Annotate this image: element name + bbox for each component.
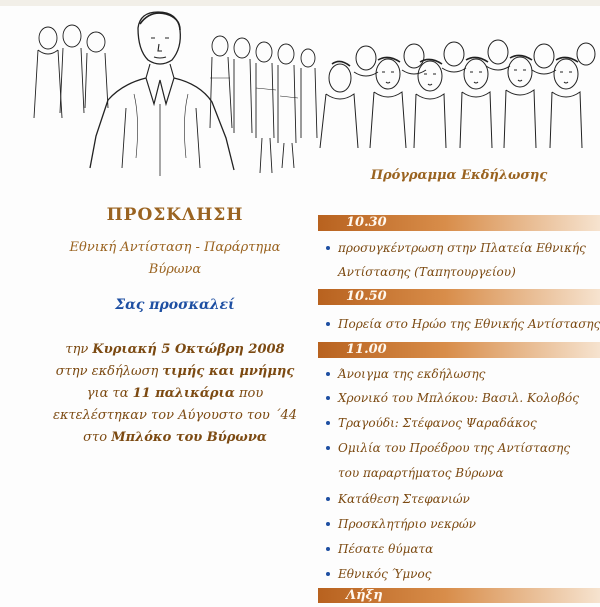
program-item-text: Άνοιγμα της εκδήλωσης bbox=[338, 367, 486, 381]
program-item bbox=[322, 487, 470, 511]
program-item bbox=[322, 537, 433, 561]
event-purpose: τιμής και μνήμης bbox=[162, 364, 295, 379]
program-item-text: Κατάθεση Στεφανιών bbox=[338, 492, 470, 506]
program-item-text: Εθνικός Ύμνος bbox=[338, 567, 432, 581]
program-item-text: Προσκλητήριο νεκρών bbox=[338, 517, 476, 531]
crowd-illustration-right bbox=[318, 8, 596, 148]
end-label: Λήξη bbox=[346, 588, 383, 603]
invitation-line: εκτελέστηκαν τον Αύγουστο του ΄44 bbox=[52, 408, 298, 423]
program-item bbox=[322, 411, 537, 435]
bullet-icon bbox=[326, 396, 330, 400]
bullet-icon bbox=[326, 421, 330, 425]
invitation-line bbox=[40, 361, 310, 383]
time-label: 10.50 bbox=[346, 289, 387, 304]
organization-line: Βύρωνα bbox=[148, 262, 202, 277]
program-item-text: προσυγκέντρωση στην Πλατεία Εθνικής bbox=[338, 241, 586, 255]
text-run: στο bbox=[83, 430, 112, 445]
invitation-text bbox=[40, 339, 310, 449]
bullet-icon bbox=[326, 572, 330, 576]
program-title: Πρόγραμμα Εκδήλωσης bbox=[370, 168, 548, 183]
bullet-icon bbox=[326, 322, 330, 326]
invitation-line bbox=[40, 427, 310, 449]
text-run: στην εκδήλωση bbox=[55, 364, 163, 379]
time-bar bbox=[318, 215, 600, 231]
program-item bbox=[322, 236, 586, 260]
bullet-icon bbox=[326, 246, 330, 250]
bullet-icon bbox=[326, 497, 330, 501]
program-item-text: Τραγούδι: Στέφανος Ψαραδάκος bbox=[338, 416, 537, 430]
crowd-illustration-left bbox=[30, 8, 320, 178]
text-run: που bbox=[234, 386, 264, 401]
invitation-line bbox=[40, 339, 310, 361]
program-item-text: Ομιλία του Προέδρου της Αντίστασης bbox=[338, 441, 571, 455]
time-label: 11.00 bbox=[346, 342, 387, 357]
invitation-panel bbox=[40, 205, 310, 449]
bullet-icon bbox=[326, 522, 330, 526]
time-label: 10.30 bbox=[346, 215, 387, 230]
program-item bbox=[322, 386, 579, 410]
text-run: την bbox=[65, 342, 93, 357]
program-item-text: Πέσατε θύματα bbox=[338, 542, 434, 556]
time-bar bbox=[318, 342, 600, 358]
invites-heading: Σας προσκαλεί bbox=[115, 297, 235, 313]
organization-name bbox=[40, 237, 310, 281]
program-item-continuation: Αντίστασης (Ταπητουργείου) bbox=[338, 265, 516, 279]
program-item-text: Πορεία στο Ηρώο της Εθνικής Αντίστασης bbox=[338, 317, 600, 331]
organization-line: Εθνική Αντίσταση - Παράρτημα bbox=[69, 240, 281, 255]
bullet-icon bbox=[326, 372, 330, 376]
event-date: Κυριακή 5 Οκτώβρη 2008 bbox=[92, 342, 285, 357]
event-location: Μπλόκο του Βύρωνα bbox=[111, 430, 267, 445]
page-top-edge bbox=[0, 0, 600, 6]
program-item bbox=[322, 512, 476, 536]
program-item bbox=[322, 362, 485, 386]
time-bar bbox=[318, 289, 600, 305]
program-item bbox=[322, 562, 431, 586]
program-item bbox=[322, 436, 570, 460]
victims-count: 11 παλικάρια bbox=[132, 386, 235, 401]
end-bar bbox=[318, 588, 600, 603]
program-item-text: Χρονικό του Μπλόκου: Βασιλ. Κολοβός bbox=[338, 391, 579, 405]
bullet-icon bbox=[326, 446, 330, 450]
program-item bbox=[322, 312, 600, 336]
invitation-title: ΠΡΟΣΚΛΗΣΗ bbox=[106, 205, 244, 225]
program-item-continuation: του παραρτήματος Βύρωνα bbox=[338, 466, 504, 480]
bullet-icon bbox=[326, 547, 330, 551]
invitation-line bbox=[40, 383, 310, 405]
text-run: για τα bbox=[86, 386, 133, 401]
